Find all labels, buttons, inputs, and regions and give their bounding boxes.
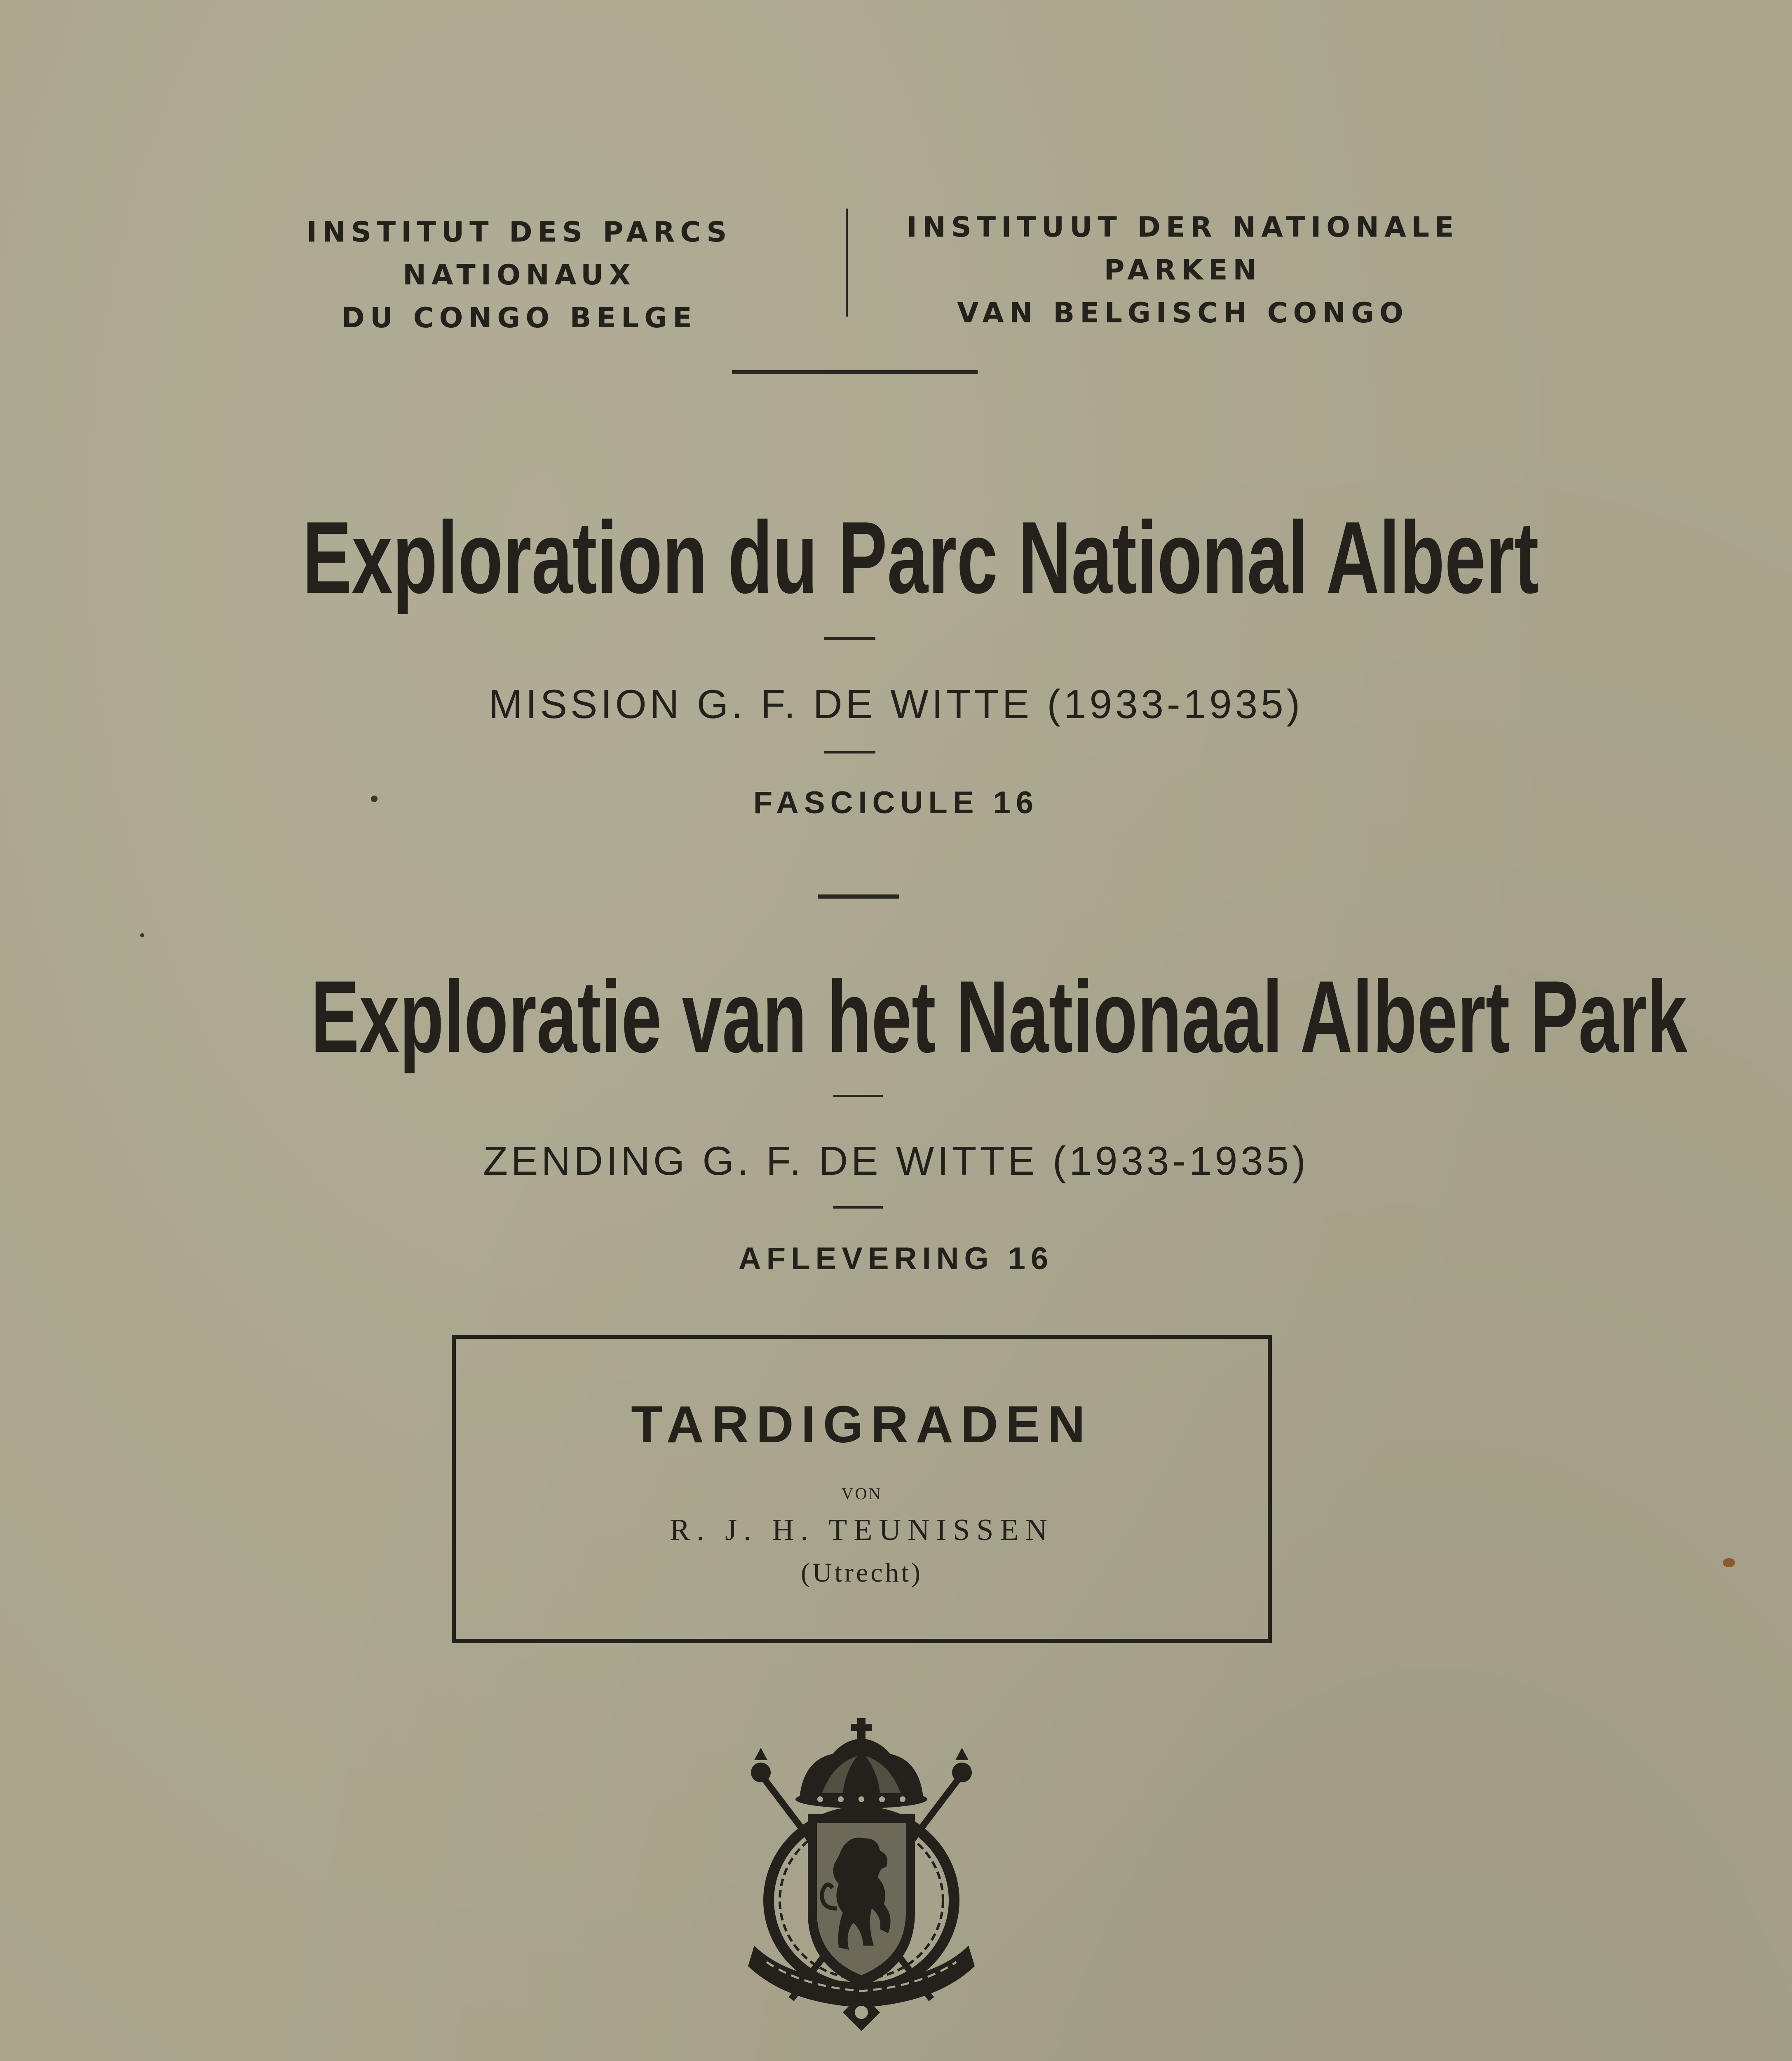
belgian-coat-of-arms-icon [738, 1715, 985, 2036]
work-author: R. J. H. TEUNISSEN [669, 1513, 1054, 1547]
work-title: TARDIGRADEN [631, 1395, 1093, 1453]
work-title-box [452, 1335, 1272, 1643]
paper-speck [371, 796, 378, 802]
dutch-title-rule [833, 1095, 883, 1097]
institute-dutch-line2: VAN BELGISCH CONGO [957, 297, 1409, 329]
dutch-title: Exploratie van het Nationaal Albert Park [311, 959, 1688, 1074]
french-title-rule [824, 637, 875, 640]
institute-french-line2: DU CONGO BELGE [341, 302, 697, 334]
french-mission-rule [824, 751, 875, 754]
work-by: VON [841, 1484, 882, 1503]
paper-speck [140, 933, 144, 937]
dutch-mission-rule [833, 1206, 883, 1209]
french-mission: MISSION G. F. DE WITTE (1933-1935) [488, 681, 1304, 727]
institute-french-line1: INSTITUT DES PARCS NATIONAUX [306, 216, 732, 291]
french-fascicule: FASCICULE 16 [753, 785, 1039, 820]
dutch-mission: ZENDING G. F. DE WITTE (1933-1935) [483, 1138, 1309, 1183]
dutch-aflevering: AFLEVERING 16 [738, 1241, 1054, 1276]
section-divider-rule [818, 894, 899, 899]
header-divider [846, 209, 848, 317]
paper-speck [1723, 1558, 1735, 1567]
institute-french [198, 211, 841, 340]
institute-dutch-line1: INSTITUUT DER NATIONALE PARKEN [906, 211, 1459, 286]
header-rule [732, 370, 978, 374]
institute-dutch [861, 206, 1504, 335]
work-affiliation: (Utrecht) [801, 1558, 923, 1588]
french-title: Exploration du Parc National Albert [303, 500, 1539, 615]
